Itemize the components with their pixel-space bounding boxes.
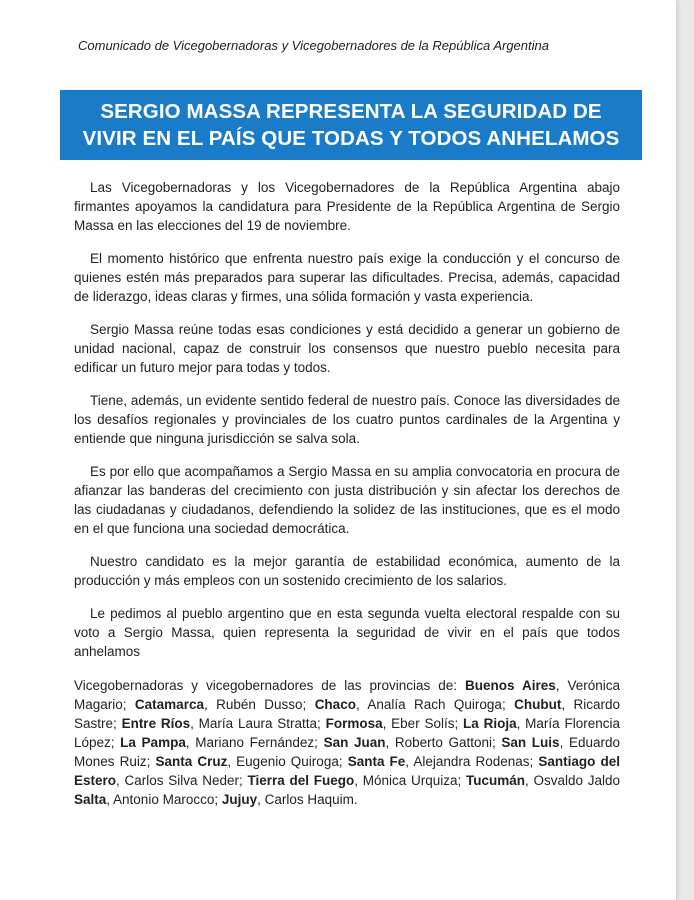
header-note: Comunicado de Vicegobernadoras y Vicegobernadores de la República Argentina: [78, 38, 549, 53]
province-name: San Juan: [323, 735, 386, 750]
province-name: Santa Cruz: [155, 754, 228, 769]
province-name: Chubut: [514, 697, 562, 712]
province-name: La Rioja: [463, 716, 517, 731]
province-name: Catamarca: [134, 697, 204, 712]
province-name: Santiago del Estero: [74, 754, 621, 788]
signer-name: , Alejandra Rodenas;: [405, 754, 539, 769]
signer-name: , Eber Solís;: [382, 716, 464, 731]
title-line-2: VIVIR EN EL PAÍS QUE TODAS Y TODOS ANHELAMOS: [82, 127, 620, 150]
signatories: [74, 676, 620, 809]
province-name: San Luis: [501, 735, 560, 750]
signer-name: , Verónica Magario;: [74, 678, 620, 712]
signer-name: , Eugenio Quiroga;: [227, 754, 348, 769]
signer-name: , Analía Rach Quiroga;: [355, 697, 515, 712]
title-line-1: SERGIO MASSA REPRESENTA LA SEGURIDAD DE: [100, 100, 602, 123]
province-name: Chaco: [314, 697, 356, 712]
paragraph: Las Vicegobernadoras y los Vicegobernadores de la República Argentina abajo firmantes apoyamos la candidatura para Presidente de la República Argentina de Sergio Massa en las elecciones del 19 de noviembre.: [74, 180, 620, 233]
province-name: Tucumán: [465, 773, 525, 788]
province-name: Formosa: [325, 716, 383, 731]
province-name: Salta: [74, 792, 107, 807]
signer-name: , Roberto Gattoni;: [385, 735, 502, 750]
province-name: La Pampa: [120, 735, 186, 750]
paragraph: Es por ello que acompañamos a Sergio Massa en su amplia convocatoria en procura de afianzar las banderas del crecimiento con justa distribución y sin afectar los derechos de las ciudadanas y ciudadanos, defendiendo la solidez de las instituciones, que es el modo en el que funciona una sociedad democrática.: [74, 464, 620, 536]
province-name: Entre Ríos: [121, 716, 191, 731]
paragraph: El momento histórico que enfrenta nuestro país exige la conducción y el concurso de quienes estén más preparados para superar las dificultades. Precisa, además, capacidad de liderazgo, ideas claras y firmes, una sólida formación y vasta experiencia.: [74, 251, 620, 304]
signer-name: , Carlos Silva Neder;: [116, 773, 248, 788]
signer-name: , Osvaldo Jaldo: [524, 773, 620, 788]
province-name: Tierra del Fuego: [247, 773, 355, 788]
signer-name: , Ricardo Sastre;: [74, 697, 620, 731]
signer-name: , María Florencia López;: [74, 716, 620, 750]
paragraph: Sergio Massa reúne todas esas condiciones y está decidido a generar un gobierno de unidad nacional, capaz de construir los consensos que nuestro pueblo necesita para edificar un futuro mejor para todas y todos.: [74, 322, 620, 375]
signer-name: , Mónica Urquiza;: [354, 773, 466, 788]
signer-name: , Carlos Haquim.: [257, 792, 358, 807]
province-name: Jujuy: [221, 792, 258, 807]
paragraph: Tiene, además, un evidente sentido federal de nuestro país. Conoce las diversidades de los desafíos regionales y provinciales de los cuatro puntos cardinales de la Argentina y entiende que ninguna jurisdicción se salva sola.: [74, 393, 620, 446]
signer-name: , María Laura Stratta;: [190, 716, 326, 731]
province-name: Santa Fe: [347, 754, 406, 769]
signatories-intro: Vicegobernadoras y vicegobernadores de las provincias de:: [74, 678, 465, 693]
signer-name: , Rubén Dusso;: [203, 697, 315, 712]
title-banner: [60, 90, 642, 160]
paragraph: Nuestro candidato es la mejor garantía de estabilidad económica, aumento de la producción y más empleos con un sostenido crecimiento de los salarios.: [74, 554, 620, 588]
statement-body: [74, 178, 620, 675]
signer-name: , Antonio Marocco;: [106, 792, 222, 807]
paragraph: Le pedimos al pueblo argentino que en esta segunda vuelta electoral respalde con su voto a Sergio Massa, quien representa la seguridad de vivir en el país que todos anhelamos: [74, 606, 620, 659]
signer-name: , Eduardo Mones Ruiz;: [74, 735, 621, 769]
province-name: Buenos Aires: [464, 678, 556, 693]
signer-name: , Mariano Fernández;: [185, 735, 324, 750]
